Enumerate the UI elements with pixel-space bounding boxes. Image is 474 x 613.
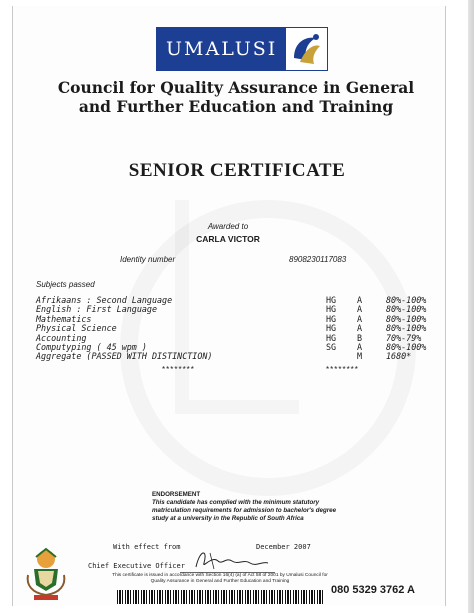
subject-range: 80%-100% [386,341,427,352]
subject-name: Mathematics [36,313,92,324]
subject-row [36,324,436,333]
subject-row [36,305,436,314]
endorsement-text: This candidate has complied with the minimum statutory matriculation requirements for admission to bachelor's degree study at a university in the Republic of South Africa [152,499,337,522]
aggregate-symbol: M [357,351,363,362]
subject-name: Physical Science [36,323,117,334]
subject-symbol: B [357,332,363,343]
council-line-1: Council for Quality Assurance in General [57,78,415,97]
legal-text: This certificate is issued in accordance with Section 16(4) (a) of Act 58 of 2001 by Umalusi Council for Quality Assurance in General and Further Education and Training [112,573,328,584]
subject-grade: SG [326,341,337,352]
subject-symbol: A [357,313,363,324]
subject-symbol: A [357,323,363,334]
subjects-table [36,296,436,362]
subject-symbol: A [357,295,363,305]
subject-grade: HG [326,323,337,334]
subject-grade: HG [326,313,337,324]
effect-date: December 2007 [256,543,311,551]
stars-left: ******** [162,365,195,374]
awarded-to-label: Awarded to [207,222,249,231]
ceo-label: Chief Executive Officer [88,562,185,570]
subject-range: 80%-100% [386,313,427,324]
subject-symbol: A [357,341,363,352]
stars-right: ******** [326,365,359,374]
subject-grade: HG [326,332,337,343]
effect-label: With effect from [113,543,181,551]
barcode [117,590,325,604]
certificate-title: SENIOR CERTIFICATE [128,160,346,181]
umalusi-emblem-icon [286,27,328,71]
page-edge [468,0,474,613]
council-name [30,78,442,116]
council-line-2: and Further Education and Training [78,97,394,116]
aggregate-label: Aggregate (PASSED WITH DISTINCTION) [36,351,213,362]
subject-range: 80%-100% [386,304,427,315]
subject-name: Afrikaans : Second Language [36,295,173,305]
endorsement-block [152,491,342,523]
candidate-name: CARLA VICTOR [196,234,260,244]
signature [190,545,270,573]
endorsement-heading: ENDORSEMENT [152,491,201,498]
subject-range: 70%-79% [386,332,422,343]
aggregate-row [36,352,436,361]
subject-name: English : First Language [36,304,158,315]
subjects-label: Subjects passed [36,280,95,289]
certificate-number: 080 5329 3762 A [331,584,415,596]
identity-number: 8908230117083 [289,255,347,264]
subject-grade: HG [326,295,337,305]
identity-label: Identity number [120,255,176,264]
subject-range: 80%-100% [386,323,427,334]
subject-symbol: A [357,304,363,315]
umalusi-logo [156,27,328,71]
subject-grade: HG [326,304,337,315]
logo-text: UMALUSI [166,38,278,60]
coat-of-arms-icon [22,545,70,603]
aggregate-total: 1680* [386,351,412,362]
subject-name: Computyping ( 45 wpm ) [36,341,147,352]
subject-range: 80%-100% [386,295,427,305]
subject-name: Accounting [36,332,87,343]
